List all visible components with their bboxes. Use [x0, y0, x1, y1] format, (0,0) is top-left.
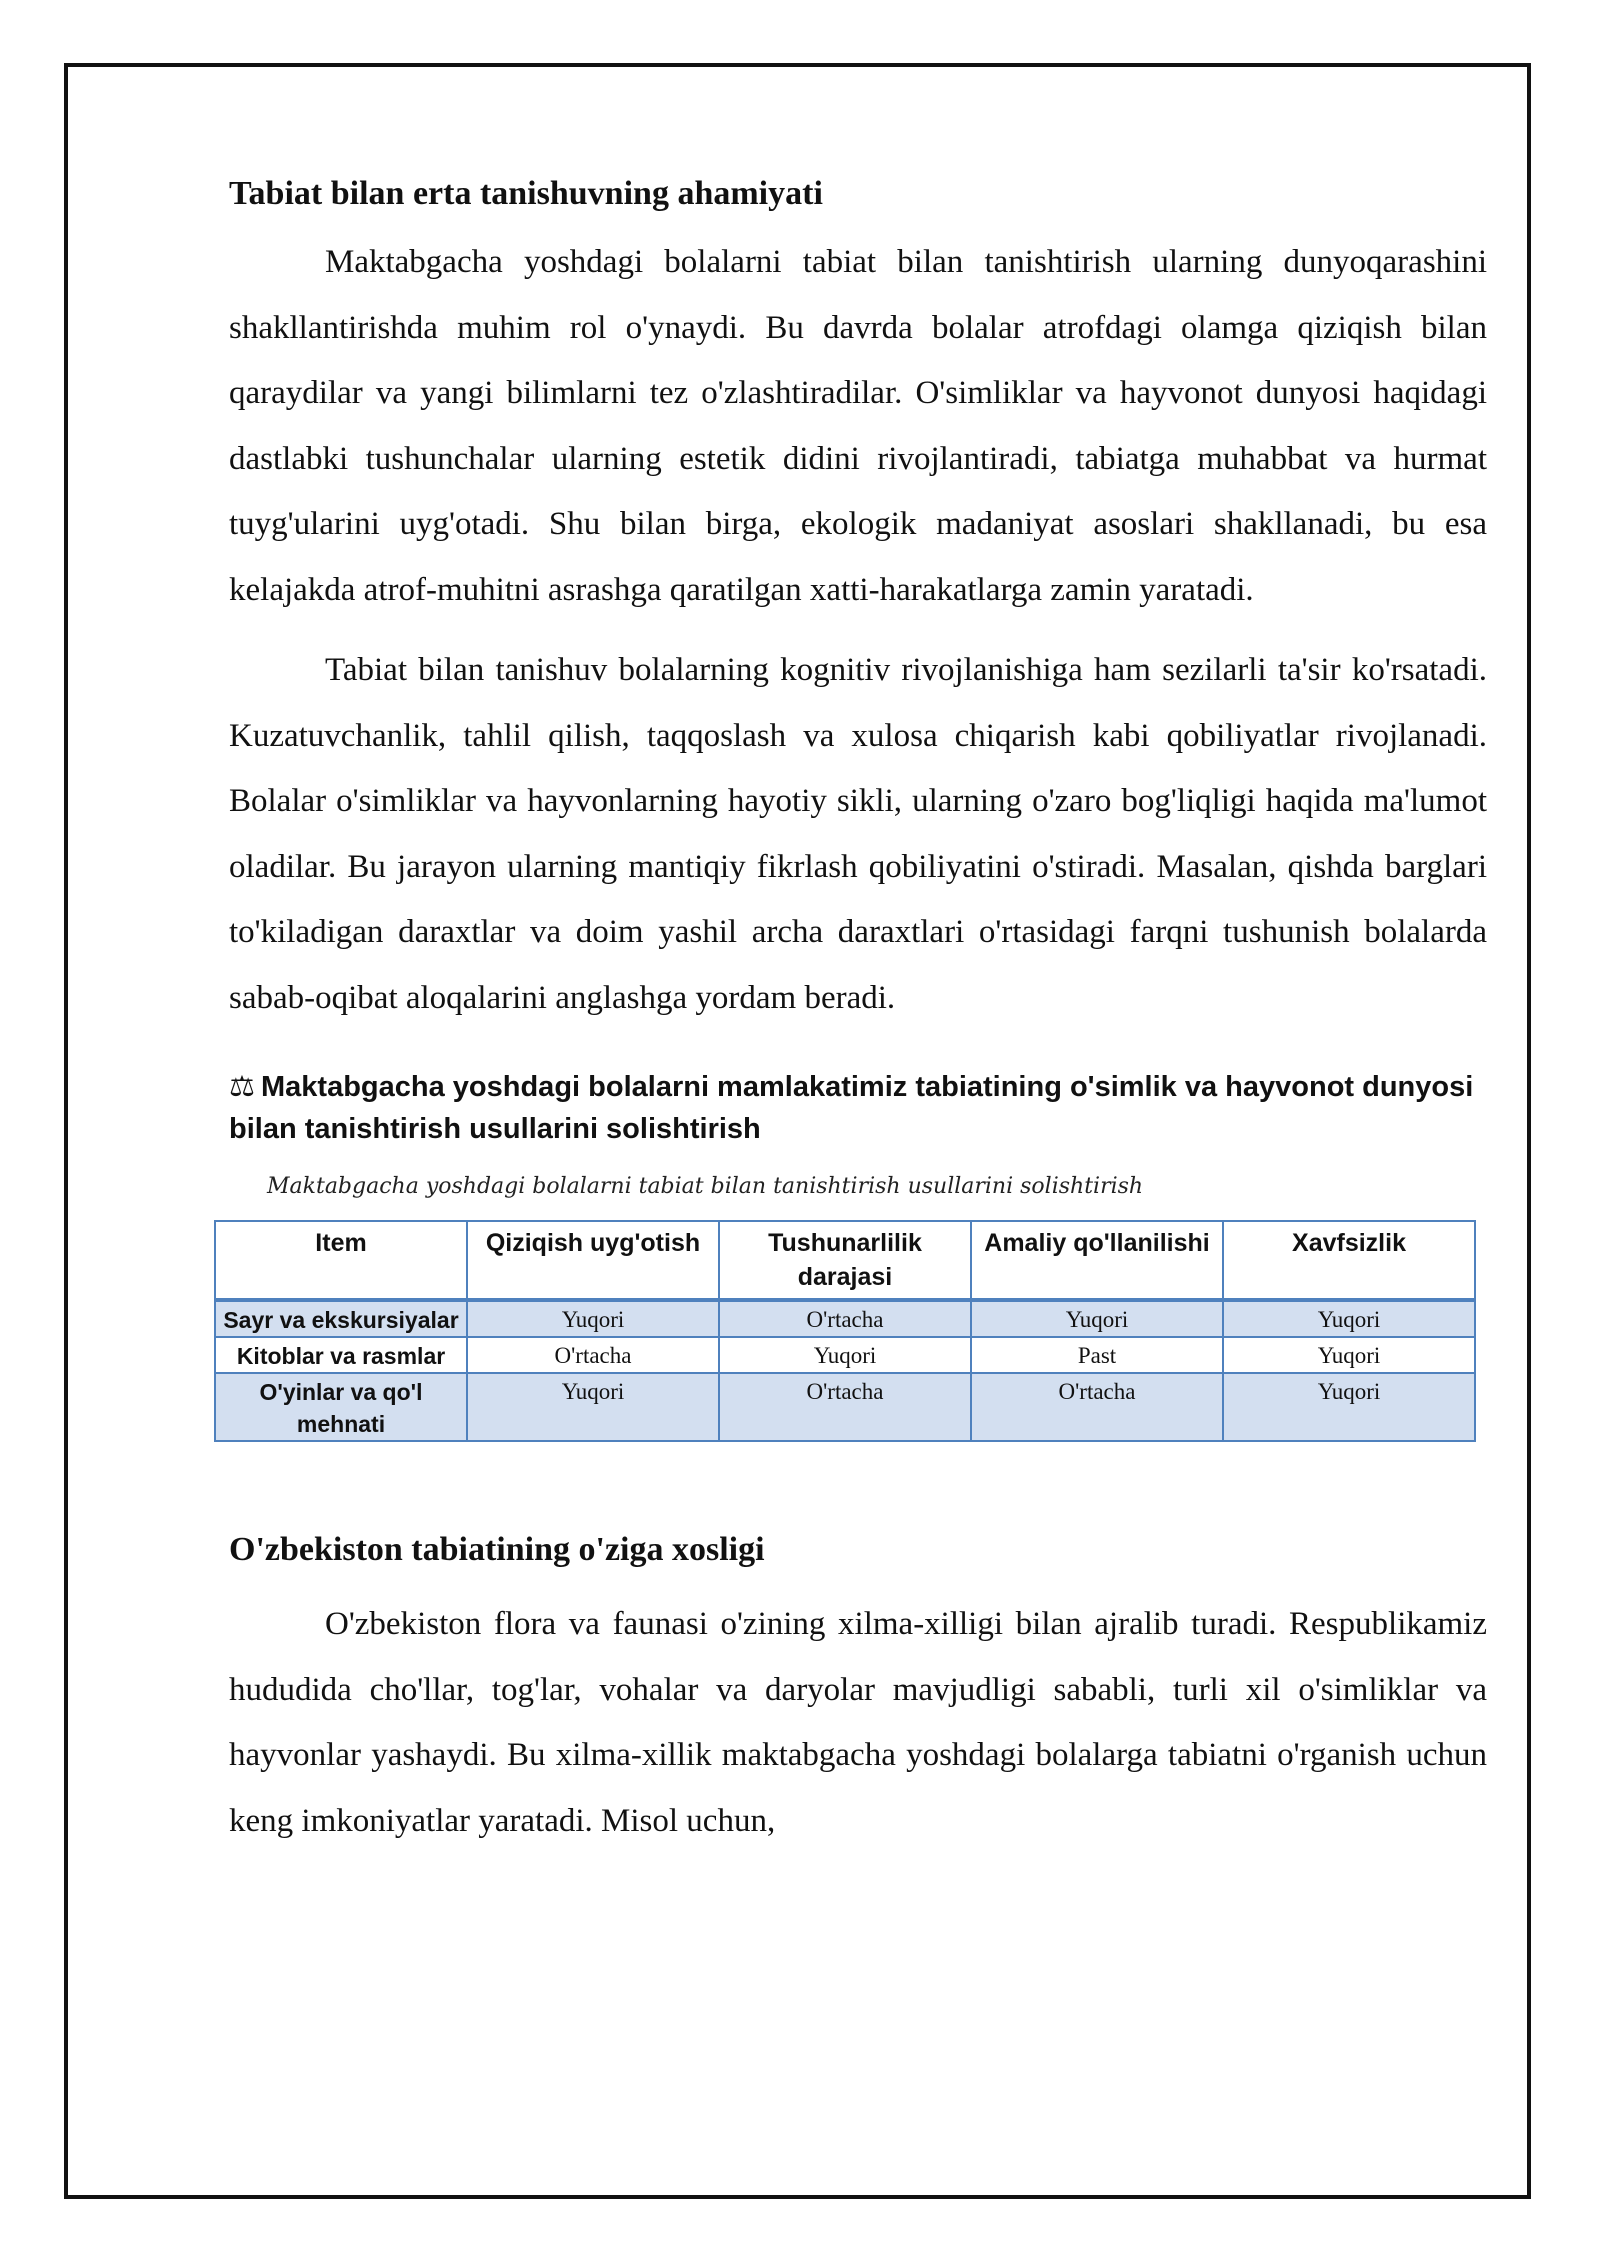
section-heading: O'zbekiston tabiatining o'ziga xosligi: [229, 1531, 765, 1568]
table-row-label: Kitoblar va rasmlar: [215, 1337, 467, 1373]
paragraph: O'zbekiston flora va faunasi o'zining xilma-xilligi bilan ajralib turadi. Respublikamiz hududida cho'llar, tog'lar, vohalar va daryolar mavjudligi sababli, turli xil o'simliklar va hayvonlar yashaydi. Bu xilma-xillik maktabgacha yoshdagi bolalarga tabiatni o'rganish uchun keng imkoniyatlar yaratadi. Misol uchun,: [229, 1606, 1487, 1839]
table-cell: Yuqori: [971, 1300, 1223, 1337]
table-heading-text: Maktabgacha yoshdagi bolalarni mamlakatimiz tabiatining o'simlik va hayvonot dunyosi bilan tanishtirish usullarini solishtirish: [229, 1071, 1474, 1145]
table-row-label: O'yinlar va qo'l mehnati: [215, 1373, 467, 1441]
table-cell: O'rtacha: [719, 1300, 971, 1337]
table-header-row: [215, 1221, 1475, 1300]
table-cell: Past: [971, 1337, 1223, 1373]
comparison-table-block: [223, 1065, 1487, 1442]
paragraph: Tabiat bilan tanishuv bolalarning kognitiv rivojlanishiga ham sezilarli ta'sir ko'rsatadi. Kuzatuvchanlik, tahlil qilish, taqqoslash va xulosa chiqarish kabi qobiliyatlar rivojlanadi. Bolalar o'simliklar va hayvonlarning hayotiy sikli, ularning o'zaro bog'liqligi haqida ma'lumot oladilar. Bu jarayon ularning mantiqiy fikrlash qobiliyatini o'stiradi. Masalan, qishda barglari to'kiladigan daraxtlar va doim yashil archa daraxtlari o'rtasidagi farqni tushunish bolalarda sabab-oqibat aloqalarini anglashga yordam beradi.: [229, 652, 1487, 1016]
table-cell: O'rtacha: [719, 1373, 971, 1441]
table-cell: O'rtacha: [971, 1373, 1223, 1441]
table-header-cell: Tushunarlilik darajasi: [719, 1221, 971, 1300]
balance-scale-icon: ⚖: [229, 1069, 255, 1103]
table-header-cell: Amaliy qo'llanilishi: [971, 1221, 1223, 1300]
table-header-cell: Xavfsizlik: [1223, 1221, 1475, 1300]
table-row: [215, 1300, 1475, 1337]
table-header-cell: Item: [215, 1221, 467, 1300]
section-heading: Tabiat bilan erta tanishuvning ahamiyati: [229, 175, 823, 212]
table-caption: Maktabgacha yoshdagi bolalarni tabiat bilan tanishtirish usullarini solishtirish: [267, 1174, 1144, 1199]
comparison-table: [214, 1220, 1476, 1442]
table-cell: Yuqori: [467, 1373, 719, 1441]
table-header-cell: Qiziqish uyg'otish: [467, 1221, 719, 1300]
table-cell: Yuqori: [1223, 1337, 1475, 1373]
table-cell: O'rtacha: [467, 1337, 719, 1373]
table-heading: [229, 1065, 1487, 1150]
table-row-label: Sayr va ekskursiyalar: [215, 1300, 467, 1337]
paragraph: Maktabgacha yoshdagi bolalarni tabiat bilan tanishtirish ularning dunyoqarashini shakllantirishda muhim rol o'ynaydi. Bu davrda bolalar atrofdagi olamga qiziqish bilan qaraydilar va yangi bilimlarni tez o'zlashtiradilar. O'simliklar va hayvonot dunyosi haqidagi dastlabki tushunchalar ularning estetik didini rivojlantiradi, tabiatga muhabbat va hurmat tuyg'ularini uyg'otadi. Shu bilan birga, ekologik madaniyat asoslari shakllanadi, bu esa kelajakda atrof-muhitni asrashga qaratilgan xatti-harakatlarga zamin yaratadi.: [229, 244, 1487, 608]
document-body: [223, 170, 1487, 1854]
table-cell: Yuqori: [467, 1300, 719, 1337]
table-row: [215, 1337, 1475, 1373]
table-row: [215, 1373, 1475, 1441]
table-cell: Yuqori: [1223, 1300, 1475, 1337]
table-cell: Yuqori: [719, 1337, 971, 1373]
table-cell: Yuqori: [1223, 1373, 1475, 1441]
